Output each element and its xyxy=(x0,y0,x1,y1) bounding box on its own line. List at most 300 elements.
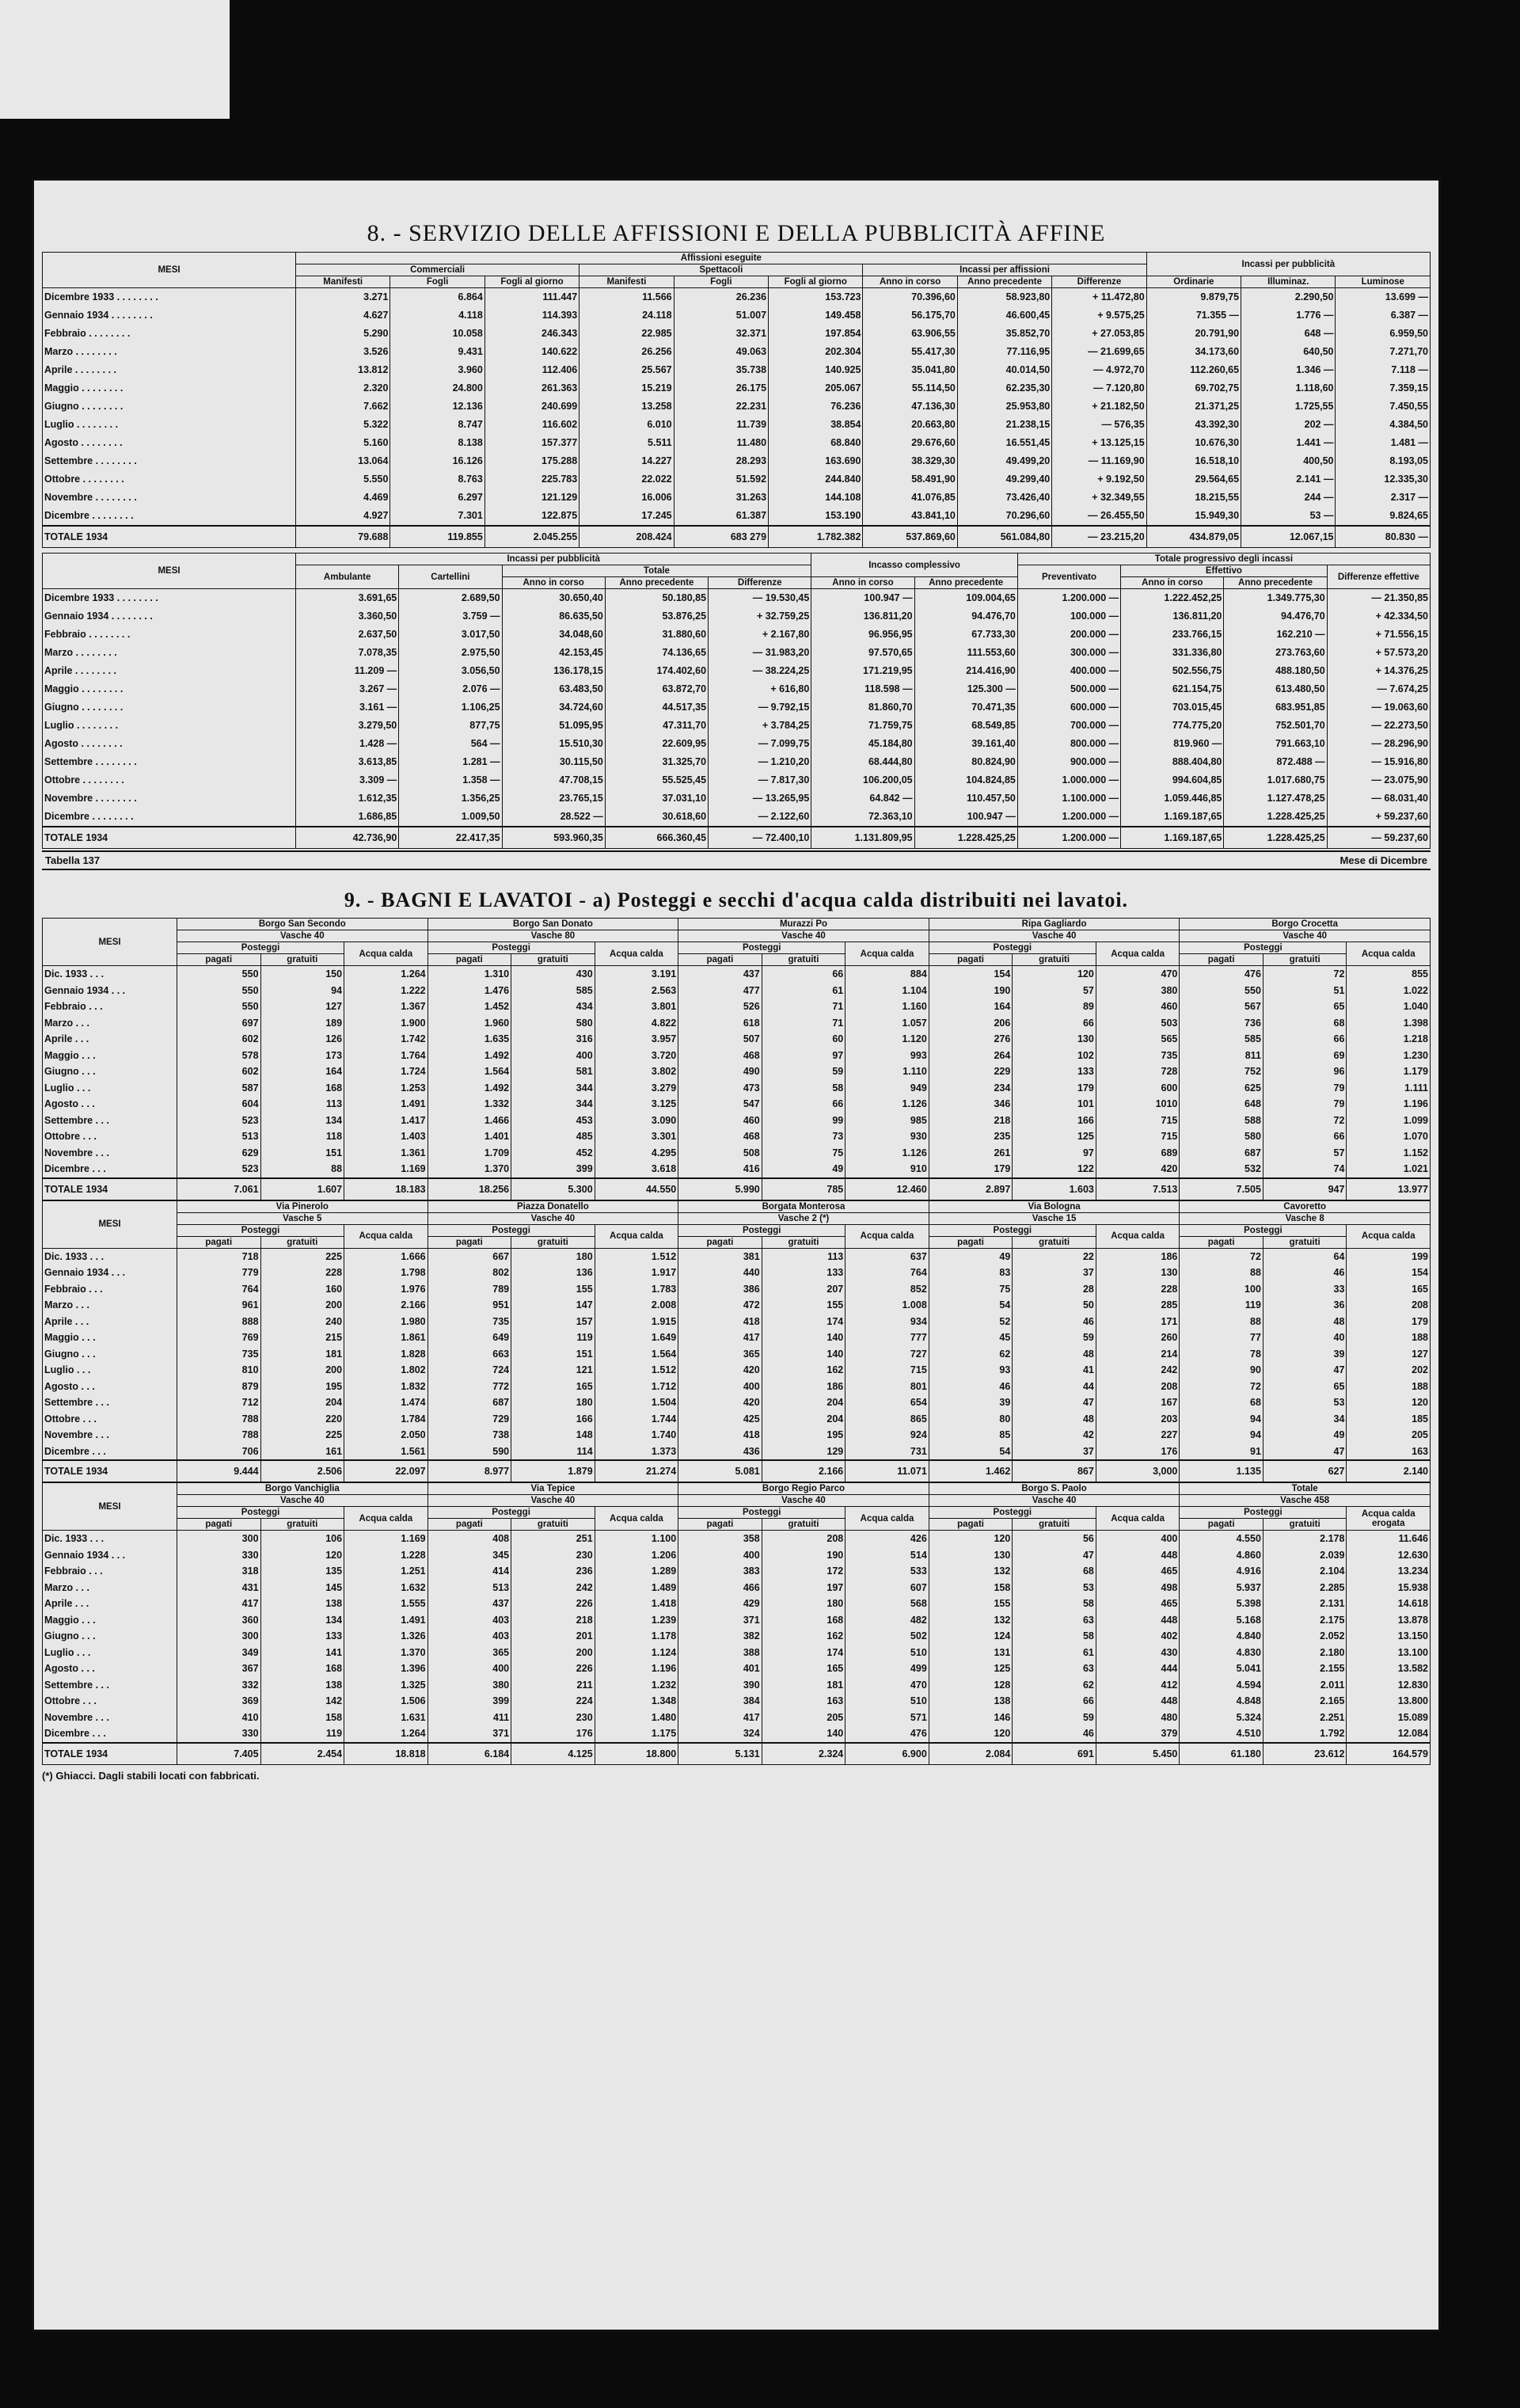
table-cell: 197 xyxy=(762,1580,846,1596)
table-cell: 752 xyxy=(1180,1063,1264,1080)
table-cell: 508 xyxy=(678,1145,762,1162)
month-label: Ottobre . . . xyxy=(43,1411,177,1428)
table-cell: 49 xyxy=(929,1248,1013,1265)
table-cell: 1.396 xyxy=(344,1660,428,1677)
month-label: Dicembre 1933 . . . . . . . . xyxy=(43,288,296,307)
place-name: Totale xyxy=(1180,1483,1431,1495)
table-cell: 66 xyxy=(1263,1031,1347,1048)
table-cell: 877,75 xyxy=(399,717,502,735)
table-cell: 99 xyxy=(762,1113,846,1129)
table-cell: 418 xyxy=(678,1314,762,1330)
table-cell: 400 xyxy=(428,1660,511,1677)
month-label: Settembre . . . . . . . . xyxy=(43,753,296,771)
table-cell: — 21.699,65 xyxy=(1052,343,1146,361)
table-cell: 4.916 xyxy=(1180,1563,1264,1580)
table-cell: 49.499,20 xyxy=(957,452,1051,470)
col-pagati: pagati xyxy=(929,1236,1013,1248)
table-cell: — 26.455,50 xyxy=(1052,507,1146,526)
table-cell: 2.155 xyxy=(1263,1660,1347,1677)
table-cell: 63.906,55 xyxy=(863,325,957,343)
table-cell: 72 xyxy=(1263,1113,1347,1129)
total-cell: 683 279 xyxy=(674,526,768,548)
table-cell: 39.161,40 xyxy=(914,735,1017,753)
table-cell: 324 xyxy=(678,1725,762,1743)
table-cell: 855 xyxy=(1347,966,1431,983)
table-cell: 5.550 xyxy=(296,470,390,489)
table-cell: 12.630 xyxy=(1347,1547,1431,1564)
total-cell: 666.360,45 xyxy=(605,827,708,849)
table-cell: 4.927 xyxy=(296,507,390,526)
table-cell: + 42.334,50 xyxy=(1327,607,1430,626)
table-cell: 230 xyxy=(511,1710,595,1726)
table-cell: 154 xyxy=(1347,1265,1431,1281)
table-cell: 120 xyxy=(1347,1394,1431,1411)
table-cell: 727 xyxy=(846,1346,929,1363)
table-cell: 261 xyxy=(929,1145,1013,1162)
table-cell: 7.271,70 xyxy=(1336,343,1431,361)
table-cell: 29.676,60 xyxy=(863,434,957,452)
col-gratuiti: gratuiti xyxy=(260,1236,344,1248)
table-cell: 120 xyxy=(1013,966,1096,983)
col-posteggi: Posteggi xyxy=(1180,942,1347,954)
total-cell: 3,000 xyxy=(1096,1460,1180,1482)
table-cell: 42 xyxy=(1013,1427,1096,1444)
col-posteggi: Posteggi xyxy=(929,1224,1096,1236)
table-cell: 1.709 xyxy=(428,1145,511,1162)
table-cell: 1.491 xyxy=(344,1096,428,1113)
table-cell: 1.169 xyxy=(344,1161,428,1178)
table-cell: 706 xyxy=(177,1444,261,1461)
table-cell: 550 xyxy=(177,999,261,1015)
table-cell: 3.309 — xyxy=(296,771,399,789)
col-c-anno-prec: Anno precedente xyxy=(914,577,1017,589)
table-cell: 752.501,70 xyxy=(1224,717,1327,735)
table-cell: — 19.530,45 xyxy=(709,589,811,608)
table-cell: 1.118,60 xyxy=(1241,379,1336,398)
table-cell: 42.153,45 xyxy=(502,644,605,662)
col-pagati: pagati xyxy=(177,1236,261,1248)
table-cell: 153.190 xyxy=(769,507,863,526)
col-cartellini: Cartellini xyxy=(399,565,502,589)
total-cell: 5.131 xyxy=(678,1743,762,1765)
table-cell: 365 xyxy=(428,1645,511,1661)
table-cell: 200 xyxy=(260,1362,344,1379)
month-label: Luglio . . . xyxy=(43,1080,177,1097)
col-posteggi: Posteggi xyxy=(177,1507,344,1519)
document-page xyxy=(32,178,1441,2332)
table-cell: 200 xyxy=(260,1297,344,1314)
table-cell: 532 xyxy=(1180,1161,1264,1178)
table-cell: 242 xyxy=(1096,1362,1180,1379)
table-cell: 1.196 xyxy=(595,1660,678,1677)
table-cell: 402 xyxy=(1096,1628,1180,1645)
table-cell: — 38.224,25 xyxy=(709,662,811,680)
table-cell: + 14.376,25 xyxy=(1327,662,1430,680)
col-fogli: Fogli xyxy=(390,276,484,288)
table-cell: 774.775,20 xyxy=(1121,717,1224,735)
table-cell: 1.230 xyxy=(1347,1048,1431,1064)
table-cell: 1.175 xyxy=(595,1725,678,1743)
table-cell: 1.744 xyxy=(595,1411,678,1428)
table-cell: 470 xyxy=(1096,966,1180,983)
table-cell: 47.311,70 xyxy=(605,717,708,735)
affissioni-row xyxy=(43,306,1431,325)
table-cell: 97.570,65 xyxy=(811,644,914,662)
table-cell: 146 xyxy=(929,1710,1013,1726)
total-cell: 7.513 xyxy=(1096,1178,1180,1200)
table-cell: 625 xyxy=(1180,1080,1264,1097)
table-cell: 8.747 xyxy=(390,416,484,434)
table-cell: 490 xyxy=(678,1063,762,1080)
month-label: Settembre . . . xyxy=(43,1113,177,1129)
table-cell: 613.480,50 xyxy=(1224,680,1327,698)
table-cell: 2.008 xyxy=(595,1297,678,1314)
table-cell: 202.304 xyxy=(769,343,863,361)
table-cell: 26.256 xyxy=(580,343,674,361)
table-cell: 648 xyxy=(1180,1096,1264,1113)
table-cell: 214 xyxy=(1096,1346,1180,1363)
table-cell: 331.336,80 xyxy=(1121,644,1224,662)
bagni-row xyxy=(43,1596,1431,1612)
table-cell: 411 xyxy=(428,1710,511,1726)
col-posteggi: Posteggi xyxy=(428,1507,595,1519)
col-posteggi: Posteggi xyxy=(1180,1224,1347,1236)
table-cell: 174 xyxy=(762,1314,846,1330)
total-cell: 867 xyxy=(1013,1460,1096,1482)
table-cell: 4.840 xyxy=(1180,1628,1264,1645)
table-cell: 852 xyxy=(846,1281,929,1298)
table-cell: 371 xyxy=(678,1612,762,1629)
bagni-row xyxy=(43,1411,1431,1428)
month-label: Settembre . . . . . . . . xyxy=(43,452,296,470)
table-cell: 208 xyxy=(762,1531,846,1547)
footnote: (*) Ghiacci. Dagli stabili locati con fabbricati. xyxy=(42,1769,260,1782)
table-cell: 420 xyxy=(678,1362,762,1379)
total-cell: — 59.237,60 xyxy=(1327,827,1430,849)
table-cell: + 27.053,85 xyxy=(1052,325,1146,343)
table-cell: 420 xyxy=(678,1394,762,1411)
affissioni-row xyxy=(43,470,1431,489)
table-cell: 2.011 xyxy=(1263,1677,1347,1694)
table-cell: 163 xyxy=(1347,1444,1431,1461)
table-cell: 41.076,85 xyxy=(863,489,957,507)
col-anno-precedente: Anno precedente xyxy=(957,276,1051,288)
table-cell: 251 xyxy=(511,1531,595,1547)
table-cell: 430 xyxy=(511,966,595,983)
col-pagati: pagati xyxy=(678,1236,762,1248)
table-cell: 510 xyxy=(846,1693,929,1710)
table-cell: 365 xyxy=(678,1346,762,1363)
bagni-row xyxy=(43,1444,1431,1461)
table-cell: 124 xyxy=(929,1628,1013,1645)
table-cell: 1.373 xyxy=(595,1444,678,1461)
total-label: TOTALE 1934 xyxy=(43,526,296,548)
table-cell: 1.561 xyxy=(344,1444,428,1461)
table-cell: 499 xyxy=(846,1660,929,1677)
table-cell: 629 xyxy=(177,1145,261,1162)
table-cell: 865 xyxy=(846,1411,929,1428)
col-acqua-calda: Acqua calda xyxy=(595,1224,678,1248)
month-label: Giugno . . . xyxy=(43,1346,177,1363)
table-cell: 13.064 xyxy=(296,452,390,470)
table-cell: 185 xyxy=(1347,1411,1431,1428)
table-cell: 164 xyxy=(929,999,1013,1015)
table-cell: 79 xyxy=(1263,1080,1347,1097)
table-cell: 453 xyxy=(511,1113,595,1129)
table-cell: — 7.817,30 xyxy=(709,771,811,789)
col-gratuiti: gratuiti xyxy=(511,1236,595,1248)
total-cell: 1.782.382 xyxy=(769,526,863,548)
col-gratuiti: gratuiti xyxy=(260,954,344,966)
month-label: Luglio . . . xyxy=(43,1645,177,1661)
col-pagati: pagati xyxy=(428,1236,511,1248)
table-cell: + 32.759,25 xyxy=(709,607,811,626)
table-cell: 724 xyxy=(428,1362,511,1379)
bagni-row xyxy=(43,1725,1431,1743)
incassi-row xyxy=(43,644,1431,662)
bagni-row xyxy=(43,1048,1431,1064)
table-cell: 131 xyxy=(929,1645,1013,1661)
table-cell: 94.476,70 xyxy=(1224,607,1327,626)
col-acqua-calda: Acqua calda xyxy=(1096,1224,1180,1248)
table-cell: 225.783 xyxy=(484,470,579,489)
table-cell: 1.325 xyxy=(344,1677,428,1694)
table-cell: 68.444,80 xyxy=(811,753,914,771)
table-cell: 1.251 xyxy=(344,1563,428,1580)
table-cell: 316 xyxy=(511,1031,595,1048)
table-cell: 485 xyxy=(511,1128,595,1145)
month-label: Maggio . . . xyxy=(43,1330,177,1346)
table-cell: 621.154,75 xyxy=(1121,680,1224,698)
table-cell: 15.219 xyxy=(580,379,674,398)
bagni-row xyxy=(43,1531,1431,1547)
total-cell: 561.084,80 xyxy=(957,526,1051,548)
table-cell: 1.980 xyxy=(344,1314,428,1330)
incassi-table xyxy=(42,553,1431,849)
table-cell: 1.358 — xyxy=(399,771,502,789)
table-cell: 17.245 xyxy=(580,507,674,526)
table-cell: 3.161 — xyxy=(296,698,399,717)
table-cell: 4.550 xyxy=(1180,1531,1264,1547)
col-mesi-2: MESI xyxy=(43,553,296,589)
col-posteggi: Posteggi xyxy=(428,1224,595,1236)
table-cell: 382 xyxy=(678,1628,762,1645)
table-cell: 140 xyxy=(762,1346,846,1363)
incassi-row xyxy=(43,662,1431,680)
table-cell: 700.000 — xyxy=(1017,717,1120,735)
table-cell: 13.100 xyxy=(1347,1645,1431,1661)
table-cell: 819.960 — xyxy=(1121,735,1224,753)
table-cell: 48 xyxy=(1013,1411,1096,1428)
table-cell: 344 xyxy=(511,1096,595,1113)
month-label: Aprile . . . xyxy=(43,1031,177,1048)
table-cell: 436 xyxy=(678,1444,762,1461)
table-cell: 22 xyxy=(1013,1248,1096,1265)
table-cell: 13.258 xyxy=(580,398,674,416)
table-cell: 872.488 — xyxy=(1224,753,1327,771)
table-cell: 227 xyxy=(1096,1427,1180,1444)
table-cell: 11.739 xyxy=(674,416,768,434)
table-cell: 764 xyxy=(846,1265,929,1281)
table-cell: 810 xyxy=(177,1362,261,1379)
table-cell: 4.830 xyxy=(1180,1645,1264,1661)
table-cell: 581 xyxy=(511,1063,595,1080)
table-cell: 65 xyxy=(1263,1379,1347,1395)
month-label: Luglio . . . . . . . . xyxy=(43,717,296,735)
table-cell: 4.295 xyxy=(595,1145,678,1162)
table-cell: 715 xyxy=(1096,1113,1180,1129)
table-cell: 72 xyxy=(1180,1379,1264,1395)
table-cell: 49.063 xyxy=(674,343,768,361)
table-cell: 15.949,30 xyxy=(1146,507,1241,526)
total-label: TOTALE 1934 xyxy=(43,1178,177,1200)
table-cell: 56 xyxy=(1013,1531,1096,1547)
table-cell: 158 xyxy=(929,1580,1013,1596)
table-cell: 116.602 xyxy=(484,416,579,434)
table-cell: 130 xyxy=(1096,1265,1180,1281)
affissioni-total-row xyxy=(43,526,1431,548)
table-cell: 205.067 xyxy=(769,379,863,398)
table-cell: 36 xyxy=(1263,1297,1347,1314)
table-cell: 1.489 xyxy=(595,1580,678,1596)
table-cell: 1.564 xyxy=(595,1346,678,1363)
total-cell: 6.184 xyxy=(428,1743,511,1765)
table-cell: 229 xyxy=(929,1063,1013,1080)
total-cell: 434.879,05 xyxy=(1146,526,1241,548)
table-cell: 181 xyxy=(762,1677,846,1694)
table-cell: 180 xyxy=(511,1248,595,1265)
table-cell: 9.824,65 xyxy=(1336,507,1431,526)
table-cell: 1.712 xyxy=(595,1379,678,1395)
table-cell: 125.300 — xyxy=(914,680,1017,698)
table-cell: 3.017,50 xyxy=(399,626,502,644)
table-cell: 1.040 xyxy=(1347,999,1431,1015)
table-cell: 5.290 xyxy=(296,325,390,343)
col-pagati: pagati xyxy=(177,1519,261,1531)
table-cell: 118.598 — xyxy=(811,680,914,698)
table-cell: 2.975,50 xyxy=(399,644,502,662)
table-cell: 4.594 xyxy=(1180,1677,1264,1694)
table-cell: 6.864 xyxy=(390,288,484,307)
table-cell: 1.403 xyxy=(344,1128,428,1145)
table-cell: 141 xyxy=(260,1645,344,1661)
month-label: Novembre . . . . . . . . xyxy=(43,489,296,507)
table-cell: 14.227 xyxy=(580,452,674,470)
table-cell: 300 xyxy=(177,1628,261,1645)
col-gratuiti: gratuiti xyxy=(511,1519,595,1531)
table-cell: 604 xyxy=(177,1096,261,1113)
total-cell: 5.990 xyxy=(678,1178,762,1200)
table-cell: 15.510,30 xyxy=(502,735,605,753)
table-cell: 127 xyxy=(260,999,344,1015)
bagni-row xyxy=(43,1096,1431,1113)
table-cell: 994.604,85 xyxy=(1121,771,1224,789)
col-fogli-sp: Fogli xyxy=(674,276,768,288)
table-cell: 1.504 xyxy=(595,1394,678,1411)
month-label: Agosto . . . xyxy=(43,1096,177,1113)
table-cell: 550 xyxy=(1180,983,1264,999)
table-cell: 580 xyxy=(511,1015,595,1032)
table-cell: 76.236 xyxy=(769,398,863,416)
table-cell: 162 xyxy=(762,1628,846,1645)
col-incasso-complessivo: Incasso complessivo xyxy=(811,553,1018,577)
col-pagati: pagati xyxy=(177,954,261,966)
bagni-table xyxy=(42,918,1431,1200)
table-cell: 425 xyxy=(678,1411,762,1428)
table-cell: 571 xyxy=(846,1710,929,1726)
table-cell: 318 xyxy=(177,1563,261,1580)
table-cell: 418 xyxy=(678,1427,762,1444)
total-cell: 691 xyxy=(1013,1743,1096,1765)
table-cell: 430 xyxy=(1096,1645,1180,1661)
table-cell: 50.180,85 xyxy=(605,589,708,608)
table-cell: 119 xyxy=(260,1725,344,1743)
table-cell: 349 xyxy=(177,1645,261,1661)
table-cell: 100.947 — xyxy=(914,808,1017,827)
table-cell: 360 xyxy=(177,1612,261,1629)
col-acqua-calda: Acqua calda xyxy=(595,942,678,966)
total-cell: 18.256 xyxy=(428,1178,511,1200)
col-gratuiti: gratuiti xyxy=(1263,1519,1347,1531)
table-cell: 58 xyxy=(1013,1628,1096,1645)
table-cell: 1.492 xyxy=(428,1080,511,1097)
table-cell: 388 xyxy=(678,1645,762,1661)
table-cell: 157 xyxy=(511,1314,595,1330)
col-posteggi: Posteggi xyxy=(177,942,344,954)
col-totale: Totale xyxy=(502,565,811,577)
bagni-row xyxy=(43,1547,1431,1564)
table-cell: 29.564,65 xyxy=(1146,470,1241,489)
month-label: Dicembre . . . xyxy=(43,1161,177,1178)
table-cell: 791.663,10 xyxy=(1224,735,1327,753)
table-cell: 3.360,50 xyxy=(296,607,399,626)
table-cell: 2.039 xyxy=(1263,1547,1347,1564)
table-cell: 380 xyxy=(1096,983,1180,999)
place-name: Piazza Donatello xyxy=(428,1200,678,1212)
col-posteggi: Posteggi xyxy=(929,942,1096,954)
month-label: Novembre . . . xyxy=(43,1427,177,1444)
table-cell: 77 xyxy=(1180,1330,1264,1346)
table-cell: 62.235,30 xyxy=(957,379,1051,398)
table-cell: 7.662 xyxy=(296,398,390,416)
table-cell: + 9.192,50 xyxy=(1052,470,1146,489)
table-cell: 533 xyxy=(846,1563,929,1580)
table-cell: 5.168 xyxy=(1180,1612,1264,1629)
table-cell: 476 xyxy=(1180,966,1264,983)
table-cell: 1.126 xyxy=(846,1145,929,1162)
table-cell: 38.329,30 xyxy=(863,452,957,470)
table-cell: 4.848 xyxy=(1180,1693,1264,1710)
table-cell: 1.764 xyxy=(344,1048,428,1064)
place-name: Borgo San Secondo xyxy=(177,919,428,930)
table-cell: 35.738 xyxy=(674,361,768,379)
table-cell: 174 xyxy=(762,1645,846,1661)
table-cell: 1.022 xyxy=(1347,983,1431,999)
table-cell: 49.299,40 xyxy=(957,470,1051,489)
table-cell: 2.317 — xyxy=(1336,489,1431,507)
place-vasche: Vasche 40 xyxy=(177,930,428,942)
table-cell: 738 xyxy=(428,1427,511,1444)
col-gratuiti: gratuiti xyxy=(1263,1236,1347,1248)
table-cell: 1.370 xyxy=(344,1645,428,1661)
table-cell: 113 xyxy=(260,1096,344,1113)
col-gratuiti: gratuiti xyxy=(511,954,595,966)
table-cell: 3.720 xyxy=(595,1048,678,1064)
table-cell: 128 xyxy=(929,1677,1013,1694)
table-cell: 31.880,60 xyxy=(605,626,708,644)
table-cell: 637 xyxy=(846,1248,929,1265)
col-effettivo: Effettivo xyxy=(1121,565,1328,577)
